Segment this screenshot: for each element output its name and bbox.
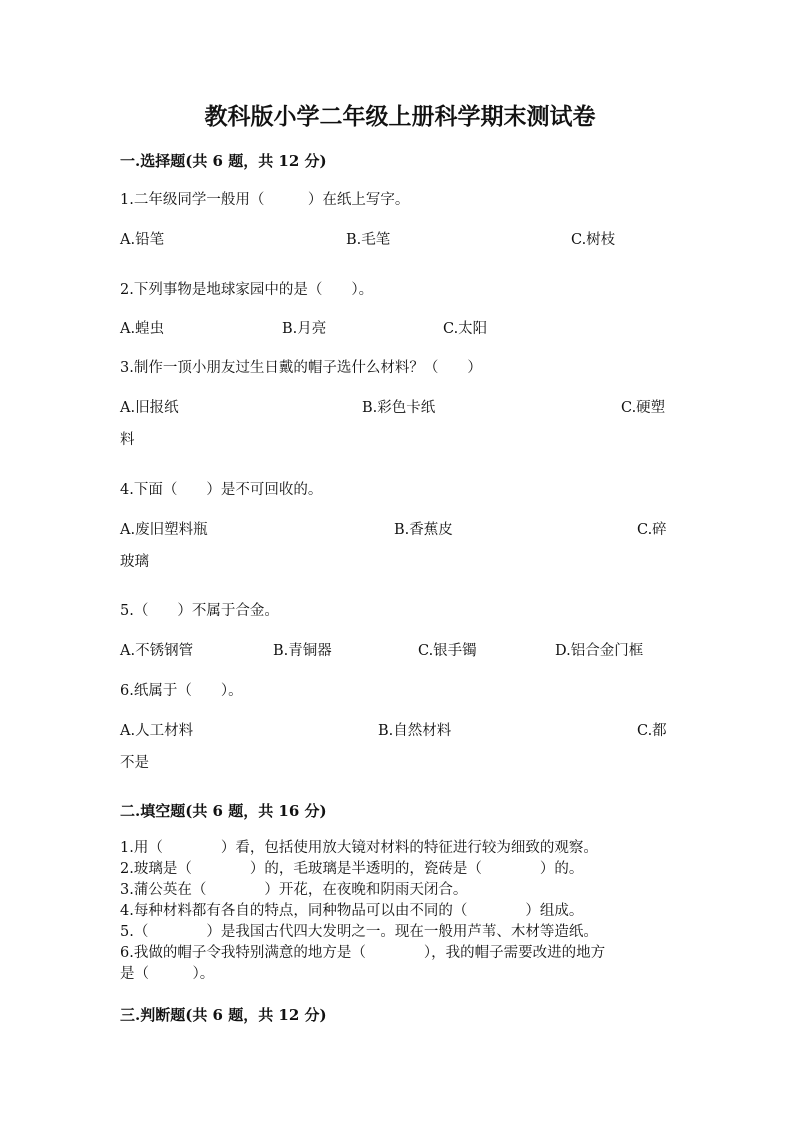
fill-line: 3.蒲公英在（ ）开花，在夜晚和阴雨天闭合。 <box>120 882 468 898</box>
question-stem: 4.下面（ ）是不可回收的。 <box>120 482 323 498</box>
question-stem: 2.下列事物是地球家园中的是（ ）。 <box>120 282 374 298</box>
question-option: C.都 <box>637 723 667 739</box>
question-option: B.自然材料 <box>378 723 452 739</box>
fill-line: 6.我做的帽子令我特别满意的地方是（ ），我的帽子需要改进的地方 <box>120 945 606 961</box>
section-heading-choice: 一.选择题(共 6 题，共 12 分) <box>120 152 327 170</box>
section-heading-judge: 三.判断题(共 6 题，共 12 分) <box>120 1006 327 1024</box>
question-option-wrap: 料 <box>120 432 135 448</box>
question-option: B.香蕉皮 <box>394 522 453 538</box>
fill-line: 1.用（ ）看，包括使用放大镜对材料的特征进行较为细致的观察。 <box>120 840 598 856</box>
question-option: A.旧报纸 <box>120 400 179 416</box>
question-stem: 5.（ ）不属于合金。 <box>120 603 279 619</box>
fill-line: 4.每种材料都有各自的特点，同种物品可以由不同的（ ）组成。 <box>120 903 584 919</box>
question-option: A.不锈钢管 <box>120 643 194 659</box>
question-option: B.月亮 <box>282 321 327 337</box>
section-heading-fill: 二.填空题(共 6 题，共 16 分) <box>120 802 327 820</box>
fill-line: 是（ ）。 <box>120 966 215 982</box>
question-option: A.废旧塑料瓶 <box>120 522 208 538</box>
question-option-wrap: 玻璃 <box>120 554 149 570</box>
question-option: C.太阳 <box>443 321 488 337</box>
question-option: D.铝合金门框 <box>555 643 644 659</box>
question-option: C.碎 <box>637 522 667 538</box>
question-option: A.铅笔 <box>120 232 165 248</box>
question-stem: 1.二年级同学一般用（ ）在纸上写字。 <box>120 192 410 208</box>
fill-line: 5.（ ）是我国古代四大发明之一。现在一般用芦苇、木材等造纸。 <box>120 924 598 940</box>
question-option: B.彩色卡纸 <box>362 400 436 416</box>
question-option: B.青铜器 <box>273 643 332 659</box>
question-option: C.银手镯 <box>418 643 477 659</box>
page-title: 教科版小学二年级上册科学期末测试卷 <box>204 103 596 130</box>
fill-line: 2.玻璃是（ ）的，毛玻璃是半透明的，瓷砖是（ ）的。 <box>120 861 584 877</box>
question-option: C.树枝 <box>571 232 616 248</box>
question-stem: 6.纸属于（ ）。 <box>120 683 243 699</box>
question-option: C.硬塑 <box>621 400 666 416</box>
question-option: A.人工材料 <box>120 723 194 739</box>
question-option-wrap: 不是 <box>120 755 149 771</box>
question-stem: 3.制作一顶小朋友过生日戴的帽子选什么材料？（ ） <box>120 360 482 376</box>
question-option: B.毛笔 <box>346 232 391 248</box>
question-option: A.蝗虫 <box>120 321 165 337</box>
